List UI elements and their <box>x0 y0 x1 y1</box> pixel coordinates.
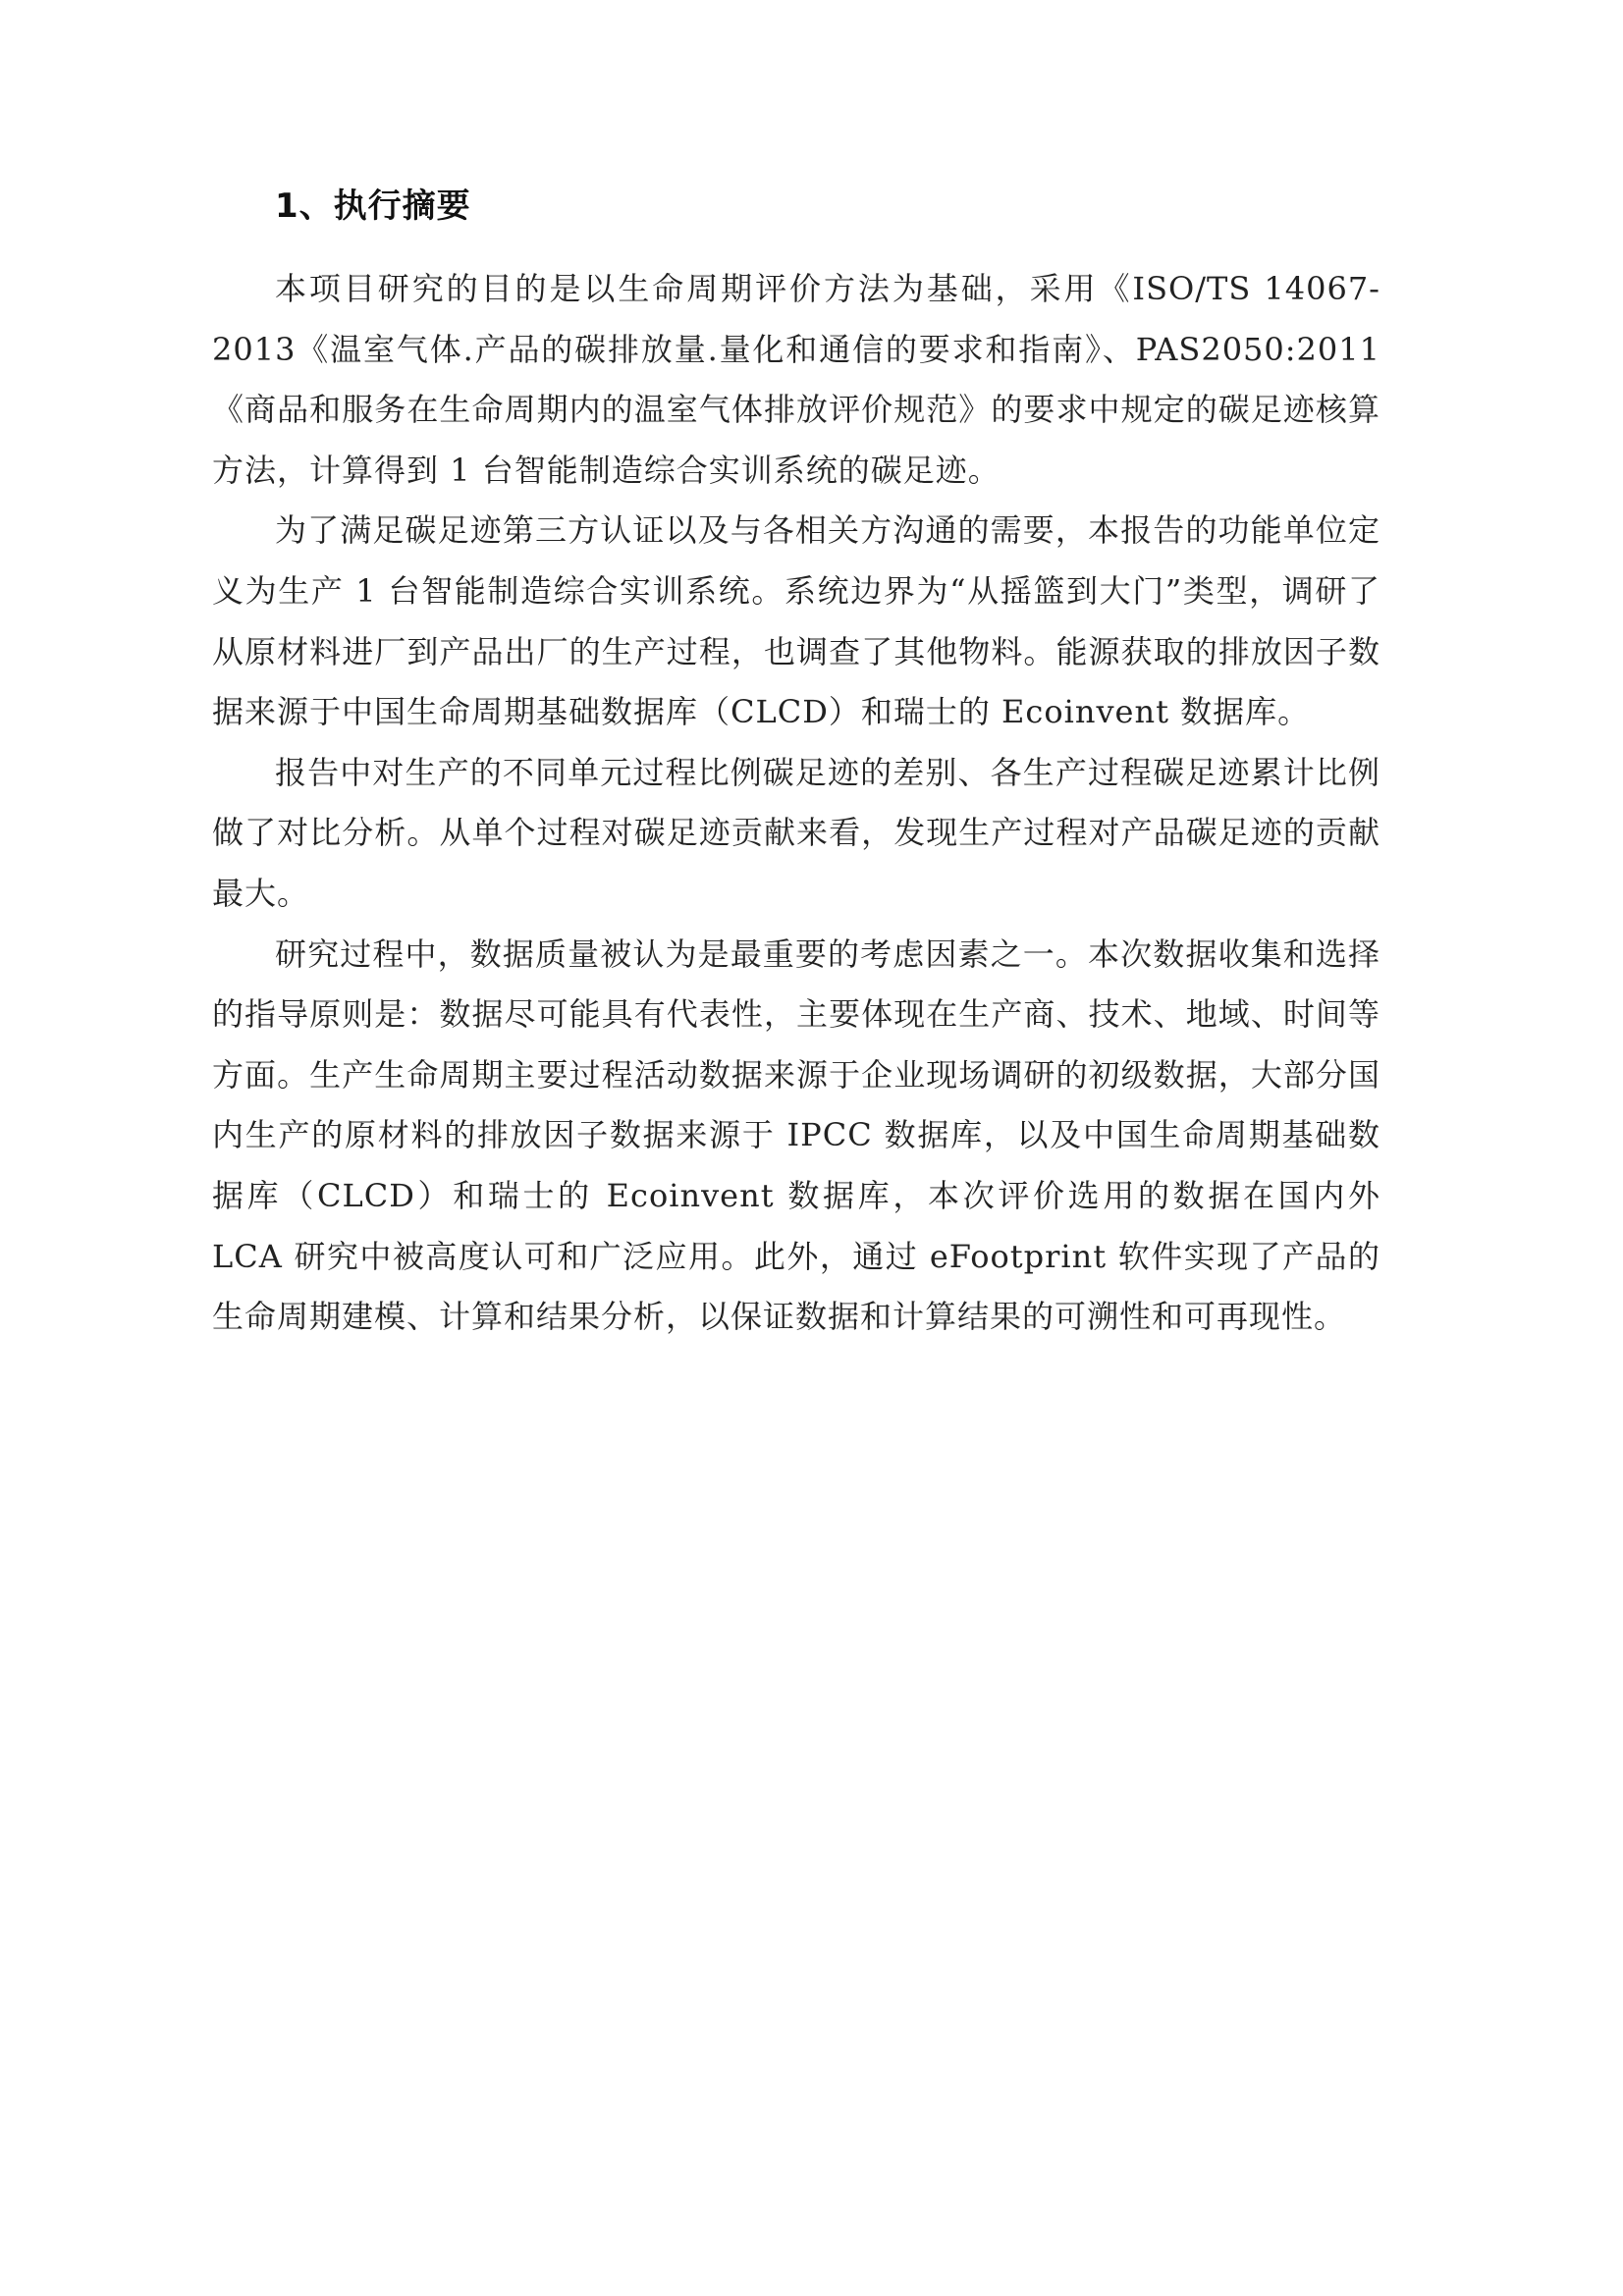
paragraph-data-quality: 研究过程中，数据质量被认为是最重要的考虑因素之一。本次数据收集和选择的指导原则是：数据尽可能具有代表性，主要体现在生产商、技术、地域、时间等方面。生产生命周期主要过程活动数据来源于企业现场调研的初级数据，大部分国内生产的原材料的排放因子数据来源于 IPCC 数据库，以及中国生命周期基础数据库（CLCD）和瑞士的 Ecoinvent 数据库，本次评价选用的数据在国内外 LCA 研究中被高度认可和广泛应用。此外，通过 eFootprint 软件实现了产品的生命周期建模、计算和结果分析，以保证数据和计算结果的可溯性和可再现性。 <box>212 934 1380 1336</box>
section-heading: 1、执行摘要 <box>275 187 471 226</box>
section-body <box>212 259 1380 1348</box>
paragraph-analysis: 报告中对生产的不同单元过程比例碳足迹的差别、各生产过程碳足迹累计比例做了对比分析。从单个过程对碳足迹贡献来看，发现生产过程对产品碳足迹的贡献最大。 <box>212 753 1380 912</box>
paragraph-purpose: 本项目研究的目的是以生命周期评价方法为基础，采用《ISO/TS 14067-2013《温室气体.产品的碳排放量.量化和通信的要求和指南》、PAS2050:2011《商品和服务在生命周期内的温室气体排放评价规范》的要求中规定的碳足迹核算方法，计算得到 1 台智能制造综合实训系统的碳足迹。 <box>212 270 1380 489</box>
paragraph-functional-unit: 为了满足碳足迹第三方认证以及与各相关方沟通的需要，本报告的功能单位定义为生产 1 台智能制造综合实训系统。系统边界为“从摇篮到大门”类型，调研了从原材料进厂到产品出厂的生产过程，也调查了其他物料。能源获取的排放因子数据来源于中国生命周期基础数据库（CLCD）和瑞士的 Ecoinvent 数据库。 <box>212 511 1380 731</box>
